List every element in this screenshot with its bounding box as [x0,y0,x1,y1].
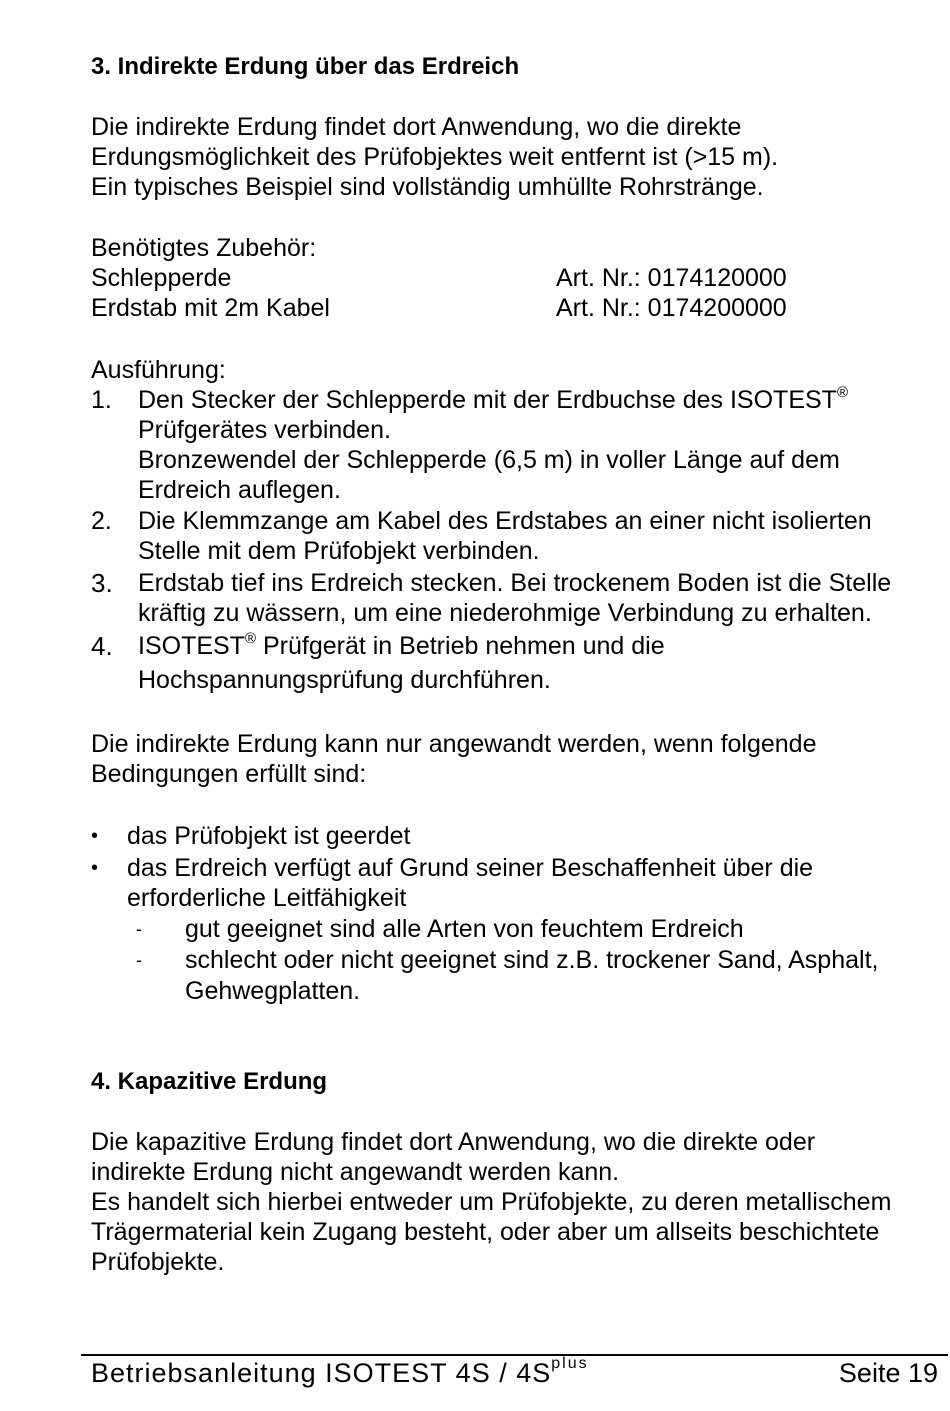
step-text-line: Prüfgerätes verbinden. [138,416,391,444]
conditions-intro-line-1: Die indirekte Erdung kann nur angewandt werden, wenn folgende [91,730,817,758]
conditions-intro-line-2: Bedingungen erfüllt sind: [91,760,367,788]
accessory-name: Schlepperde [91,264,232,292]
accessory-row [91,293,941,323]
bullet-icon: • [91,857,99,879]
accessory-art-nr: Art. Nr.: 0174200000 [556,294,787,322]
registered-mark: ® [836,384,849,401]
dash-icon: - [136,950,142,970]
dash-text-line: Gehwegplatten. [185,977,361,1005]
registered-mark: ® [244,630,257,647]
dash-text: schlecht oder nicht geeignet sind z.B. trockener Sand, Asphalt, [185,946,879,974]
conditions-intro [91,729,817,789]
step-text [138,631,665,661]
intro-line-1: Die indirekte Erdung findet dort Anwendung, wo die direkte [91,113,742,141]
step-text-line: Erdstab tief ins Erdreich stecken. Bei trockenem Boden ist die Stelle [138,569,892,597]
body-line-1: Die kapazitive Erdung findet dort Anwendung, wo die direkte oder [91,1128,816,1156]
step-number: 1. [91,386,112,414]
footer-title [91,1356,589,1390]
accessory-name: Erdstab mit 2m Kabel [91,294,330,322]
step-text-line: Die Klemmzange am Kabel des Erdstabes an einer nicht isolierten [138,507,872,535]
step-text [138,385,848,415]
step-text-line: kräftig zu wässern, um eine niederohmige Verbindung zu erhalten. [138,599,872,627]
step-number: 2. [91,507,112,535]
section-3-heading: 3. Indirekte Erdung über das Erdreich [91,53,520,80]
dash-icon: - [136,919,142,939]
step-text-line: Hochspannungsprüfung durchführen. [138,666,551,694]
accessory-row [91,263,941,293]
body-line-2: indirekte Erdung nicht angewandt werden kann. [91,1158,620,1186]
step-text-line: Erdreich auflegen. [138,476,341,504]
step-number: 3. [91,568,113,598]
body-line-5: Prüfobjekte. [91,1248,225,1276]
body-line-4: Trägermaterial kein Zugang besteht, oder aber um allseits beschichtete [91,1218,880,1246]
section-4-body [91,1127,891,1277]
page-number: Seite 19 [838,1358,938,1388]
footer-title-superscript: plus [551,1355,589,1372]
intro-line-3: Ein typisches Beispiel sind vollständig umhüllte Rohrstränge. [91,173,764,201]
bullet-text: das Erdreich verfügt auf Grund seiner Beschaffenheit über die [127,854,814,882]
footer-title-text: Betriebsanleitung ISOTEST 4S / 4S [91,1358,552,1388]
step-text-line: Stelle mit dem Prüfobjekt verbinden. [138,537,540,565]
dash-text: gut geeignet sind alle Arten von feuchtem Erdreich [185,915,744,943]
section-4-heading: 4. Kapazitive Erdung [91,1068,328,1095]
step-text-part: Den Stecker der Schlepperde mit der Erdbuchse des ISOTEST [138,386,837,414]
procedure-label: Ausführung: [91,356,226,384]
intro-line-2: Erdungsmöglichkeit des Prüfobjektes weit entfernt ist (>15 m). [91,143,779,171]
step-text-line: Bronzewendel der Schlepperde (6,5 m) in voller Länge auf dem [138,446,840,474]
section-3-intro [91,112,778,202]
bullet-text-line: erforderliche Leitfähigkeit [127,884,407,912]
bullet-text: das Prüfobjekt ist geerdet [127,822,411,850]
accessory-art-nr: Art. Nr.: 0174120000 [556,264,787,292]
step-text-part: ISOTEST [138,632,245,660]
body-line-3: Es handelt sich hierbei entweder um Prüfobjekte, zu deren metallischem [91,1188,892,1216]
accessories-label: Benötigtes Zubehör: [91,234,317,262]
step-number: 4. [91,631,113,661]
bullet-icon: • [91,825,99,847]
step-text-part: Prüfgerät in Betrieb nehmen und die [256,632,665,660]
